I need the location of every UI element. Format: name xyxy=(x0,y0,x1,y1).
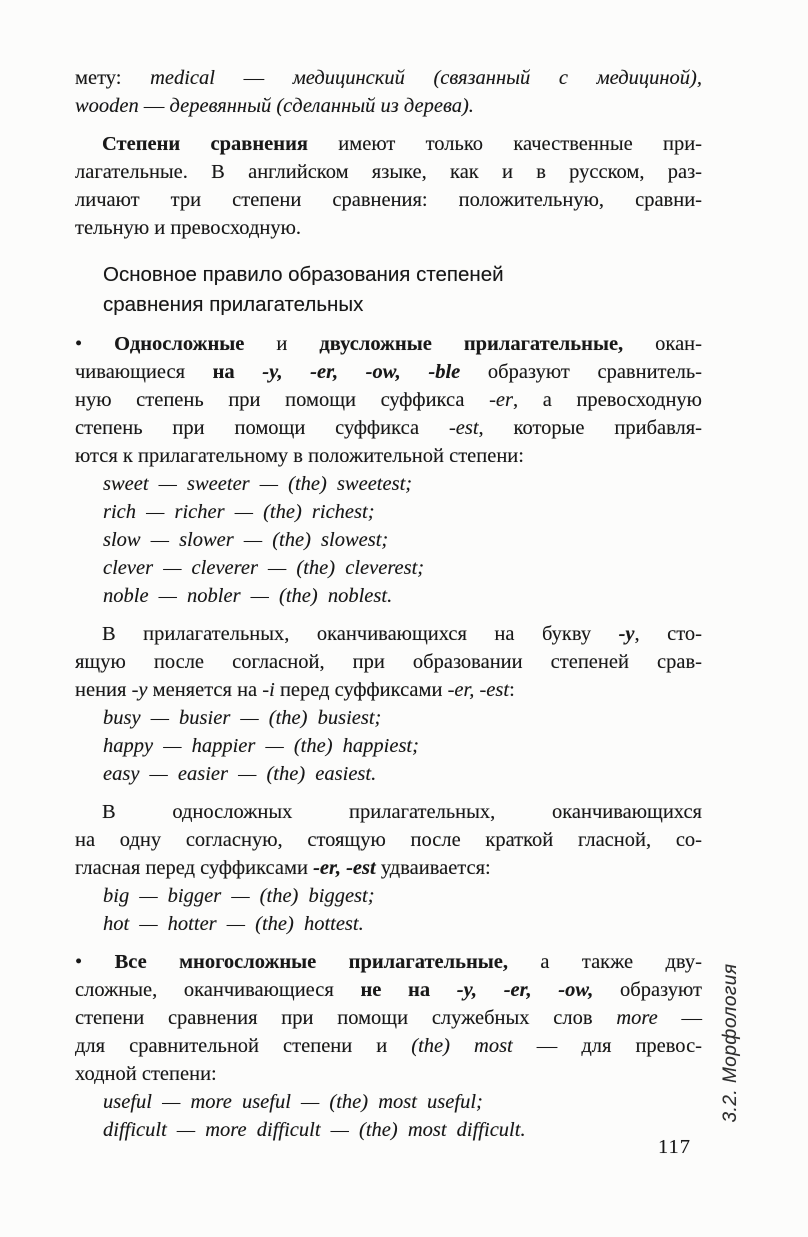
text-segment: — xyxy=(138,95,170,117)
text-segment: личают три степени сравнения: положительную, сравни- xyxy=(75,189,702,211)
text-segment: на xyxy=(212,361,263,383)
text-segment: • xyxy=(75,951,115,973)
consonant-doubling-paragraph xyxy=(75,798,702,882)
text-line xyxy=(103,554,702,582)
text-segment: hot — hotter — (the) hottest. xyxy=(103,913,364,935)
text-segment: slow — slower — (the) slowest; xyxy=(103,529,389,551)
text-line xyxy=(75,386,702,414)
text-segment: , а превосходную xyxy=(512,389,702,411)
text-segment: easy — easier — (the) easiest. xyxy=(103,763,377,785)
text-segment: useful — more useful — (the) most useful; xyxy=(103,1091,483,1113)
text-segment: степень при помощи суффикса xyxy=(75,417,449,439)
text-content xyxy=(75,64,702,1144)
text-segment: big — bigger — (the) biggest; xyxy=(103,885,375,907)
text-segment: двусложные прилагательные, xyxy=(319,333,624,355)
text-segment: : xyxy=(509,679,515,701)
text-segment: меняется на xyxy=(147,679,263,701)
y-to-i-paragraph xyxy=(75,620,702,704)
text-segment: — xyxy=(657,1007,702,1029)
text-line xyxy=(103,882,702,910)
text-segment: для сравнительной степени и xyxy=(75,1035,412,1057)
text-line xyxy=(75,414,702,442)
text-segment: перед суффиксами xyxy=(274,679,448,701)
text-line xyxy=(103,760,702,788)
text-segment: -er, -est xyxy=(313,857,376,879)
text-segment: -er xyxy=(489,389,513,411)
er-est-examples xyxy=(103,470,702,610)
text-line xyxy=(103,1088,702,1116)
text-line xyxy=(75,620,702,648)
text-segment: -y, -er, -ow, xyxy=(456,979,594,1001)
text-line xyxy=(103,526,702,554)
text-segment: -y xyxy=(131,679,148,701)
text-segment: В односложных прилагательных, оканчивающихся xyxy=(102,801,702,823)
text-segment: тельную и превосходную. xyxy=(75,217,302,239)
text-segment: медицинский (связанный с медициной), xyxy=(292,67,703,89)
text-segment: sweet — sweeter — (the) sweetest; xyxy=(103,473,413,495)
text-segment: нения xyxy=(75,679,132,701)
text-segment: difficult — more difficult — (the) most difficult. xyxy=(103,1119,526,1141)
text-line xyxy=(75,442,702,470)
text-segment: rich — richer — (the) richest; xyxy=(103,501,375,523)
text-line xyxy=(103,498,702,526)
text-segment: Все многосложные прилагательные, xyxy=(114,951,508,973)
text-segment: образуют xyxy=(593,979,702,1001)
text-line xyxy=(103,910,702,938)
text-segment: ящую после согласной, при образовании степеней срав- xyxy=(75,651,702,673)
text-line xyxy=(75,92,702,120)
text-segment: Основное правило образования степеней xyxy=(103,263,504,286)
text-line xyxy=(75,130,702,158)
text-segment: Односложные xyxy=(114,333,245,355)
text-segment: -y, -er, -ow, -ble xyxy=(262,361,461,383)
text-segment: happy — happier — (the) happiest; xyxy=(103,735,419,757)
text-segment: В прилагательных, оканчивающихся на букву xyxy=(102,623,619,645)
chapter-sidebar-label: 3.2. Морфология xyxy=(720,963,741,1123)
monosyllabic-rule-bullet xyxy=(75,330,702,470)
text-segment: clever — cleverer — (the) cleverest; xyxy=(103,557,425,579)
text-segment: -er, -est xyxy=(447,679,510,701)
text-segment: — xyxy=(214,67,293,89)
text-line xyxy=(75,1032,702,1060)
text-line xyxy=(75,648,702,676)
text-line xyxy=(75,214,702,242)
text-line xyxy=(103,290,702,320)
text-segment: степени сравнения при помощи служебных слов xyxy=(75,1007,617,1029)
text-segment: -est xyxy=(448,417,479,439)
text-line xyxy=(103,732,702,760)
text-line xyxy=(75,1004,702,1032)
text-segment: , которые прибавля- xyxy=(478,417,702,439)
text-line xyxy=(103,704,702,732)
text-segment: лагательные. В английском языке, как и в русском, раз- xyxy=(75,161,702,183)
text-segment: • xyxy=(75,333,115,355)
text-segment: сложные, оканчивающиеся xyxy=(75,979,361,1001)
text-segment: — для превос- xyxy=(512,1035,702,1057)
text-segment: и xyxy=(244,333,320,355)
text-segment: more xyxy=(616,1007,658,1029)
text-segment: ную степень при помощи суффикса xyxy=(75,389,490,411)
text-line xyxy=(75,948,702,976)
text-line xyxy=(75,64,702,92)
text-line xyxy=(103,470,702,498)
text-line xyxy=(103,260,702,290)
text-segment: чивающиеся xyxy=(75,361,213,383)
text-line xyxy=(75,186,702,214)
text-segment: ходной степени: xyxy=(75,1063,217,1085)
text-segment: , сто- xyxy=(634,623,702,645)
text-segment: busy — busier — (the) busiest; xyxy=(103,707,382,729)
text-segment: не на xyxy=(360,979,457,1001)
text-segment: на одну согласную, стоящую после краткой гласной, со- xyxy=(75,829,702,851)
section-heading xyxy=(103,260,702,320)
text-line xyxy=(103,1116,702,1144)
text-segment: wooden xyxy=(75,95,139,117)
degrees-intro-paragraph xyxy=(75,130,702,242)
text-line xyxy=(75,158,702,186)
text-segment: образуют сравнитель- xyxy=(460,361,702,383)
text-segment: Степени сравнения xyxy=(102,133,308,155)
text-line xyxy=(75,358,702,386)
text-segment: деревянный (сделанный из дерева). xyxy=(169,95,474,117)
text-segment: сравнения прилагательных xyxy=(103,293,364,316)
text-segment: удваивается: xyxy=(375,857,491,879)
text-segment: medical xyxy=(150,67,215,89)
text-segment: ются к прилагательному в положительной степени: xyxy=(75,445,524,467)
text-segment: а также дву- xyxy=(508,951,702,973)
text-segment: noble — nobler — (the) noblest. xyxy=(103,585,393,607)
text-line xyxy=(75,1060,702,1088)
intro-continuation-paragraph xyxy=(75,64,702,120)
text-line xyxy=(75,330,702,358)
polysyllabic-rule-bullet xyxy=(75,948,702,1088)
text-segment: -y xyxy=(618,623,635,645)
text-segment: (the) most xyxy=(411,1035,513,1057)
text-segment: имеют только качественные при- xyxy=(307,133,703,155)
text-line xyxy=(75,676,702,704)
page-number: 117 xyxy=(658,1136,691,1158)
text-line xyxy=(75,798,702,826)
text-line xyxy=(75,826,702,854)
text-line xyxy=(75,976,702,1004)
text-segment: окан- xyxy=(623,333,702,355)
text-segment: мету: xyxy=(75,67,151,89)
y-to-i-examples xyxy=(103,704,702,788)
consonant-doubling-examples xyxy=(103,882,702,938)
text-segment: -i xyxy=(262,679,275,701)
text-line xyxy=(103,582,702,610)
text-segment: гласная перед суффиксами xyxy=(75,857,314,879)
text-line xyxy=(75,854,702,882)
more-most-examples xyxy=(103,1088,702,1144)
